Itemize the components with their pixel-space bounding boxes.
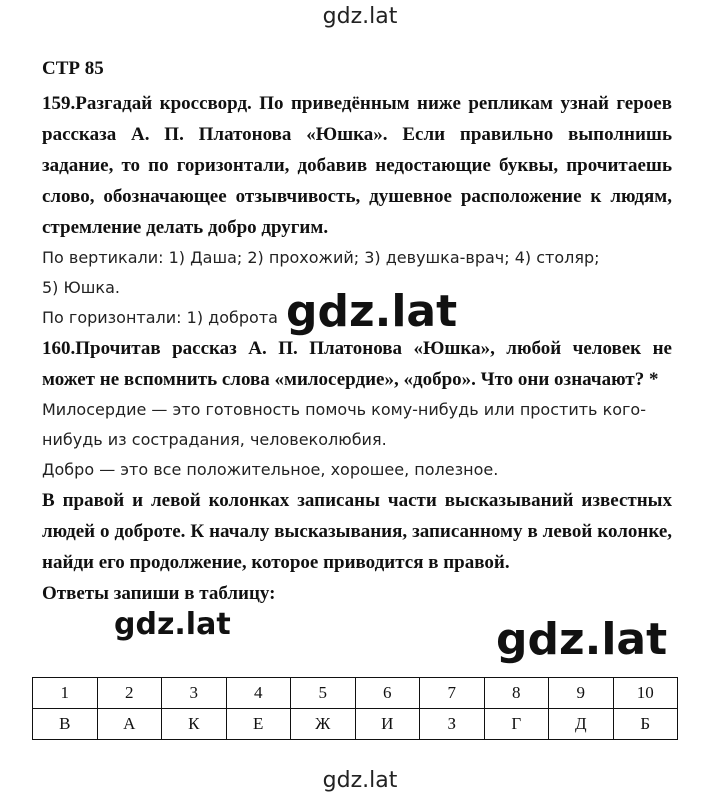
table-cell-number: 3 <box>162 678 227 709</box>
table-caption: Ответы запиши в таблицу: <box>42 583 276 604</box>
table-cell-number: 7 <box>420 678 485 709</box>
watermark-overlay-3: gdz.lat <box>492 618 671 662</box>
table-cell-letter: А <box>97 709 162 740</box>
task-160-answer-1: Милосердие — это готовность помочь кому-нибудь или простить кого-нибудь из сострадания, человеколюбия. <box>42 400 646 449</box>
table-cell-letter: Д <box>549 709 614 740</box>
table-cell-letter: Ж <box>291 709 356 740</box>
task-159-question: 159.Разгадай кроссворд. По приведённым ниже репликам узнай героев рассказа А. П. Платонова «Юшка». Если правильно выполнишь задание, то по горизонтали, добавив недостающие буквы, прочитаешь слово, обозначающее отзывчивость, душевное расположение к людям, стремление делать добро другим. <box>42 93 672 238</box>
table-row-numbers <box>33 678 678 709</box>
table-cell-number: 2 <box>97 678 162 709</box>
table-cell-letter: И <box>355 709 420 740</box>
task-160-question-2: В правой и левой колонках записаны части высказываний известных людей о доброте. К началу высказывания, записанному в левой колонке, найди его продолжение, которое приводится в правой. <box>42 490 672 573</box>
table-cell-number: 9 <box>549 678 614 709</box>
table-cell-number: 5 <box>291 678 356 709</box>
table-cell-number: 4 <box>226 678 291 709</box>
task-160-answer-2: Добро — это все положительное, хорошее, полезное. <box>42 460 499 479</box>
table-cell-letter: Б <box>613 709 678 740</box>
vertical-line-2: 5) Юшка. <box>42 278 120 297</box>
watermark-top: gdz.lat <box>322 4 398 29</box>
vertical-line-1: По вертикали: 1) Даша; 2) прохожий; 3) девушка-врач; 4) столяр; <box>42 248 600 267</box>
watermark-overlay-1: gdz.lat <box>282 290 461 334</box>
watermark-overlay-2: gdz.lat <box>110 610 235 640</box>
task-160-question: 160.Прочитав рассказ А. П. Платонова «Юшка», любой человек не может не вспомнить слова «милосердие», «добро». Что они означают? * <box>42 338 672 390</box>
table-cell-number: 8 <box>484 678 549 709</box>
table-cell-letter: Е <box>226 709 291 740</box>
table-cell-letter: З <box>420 709 485 740</box>
page-label: СТР 85 <box>42 58 104 79</box>
table-cell-number: 10 <box>613 678 678 709</box>
table-cell-number: 6 <box>355 678 420 709</box>
table-cell-letter: Г <box>484 709 549 740</box>
table-row-letters <box>33 709 678 740</box>
answer-table <box>32 677 678 740</box>
horizontal-line: По горизонтали: 1) доброта <box>42 308 278 327</box>
table-cell-number: 1 <box>33 678 98 709</box>
watermark-bottom: gdz.lat <box>322 768 398 793</box>
table-cell-letter: К <box>162 709 227 740</box>
table-cell-letter: В <box>33 709 98 740</box>
